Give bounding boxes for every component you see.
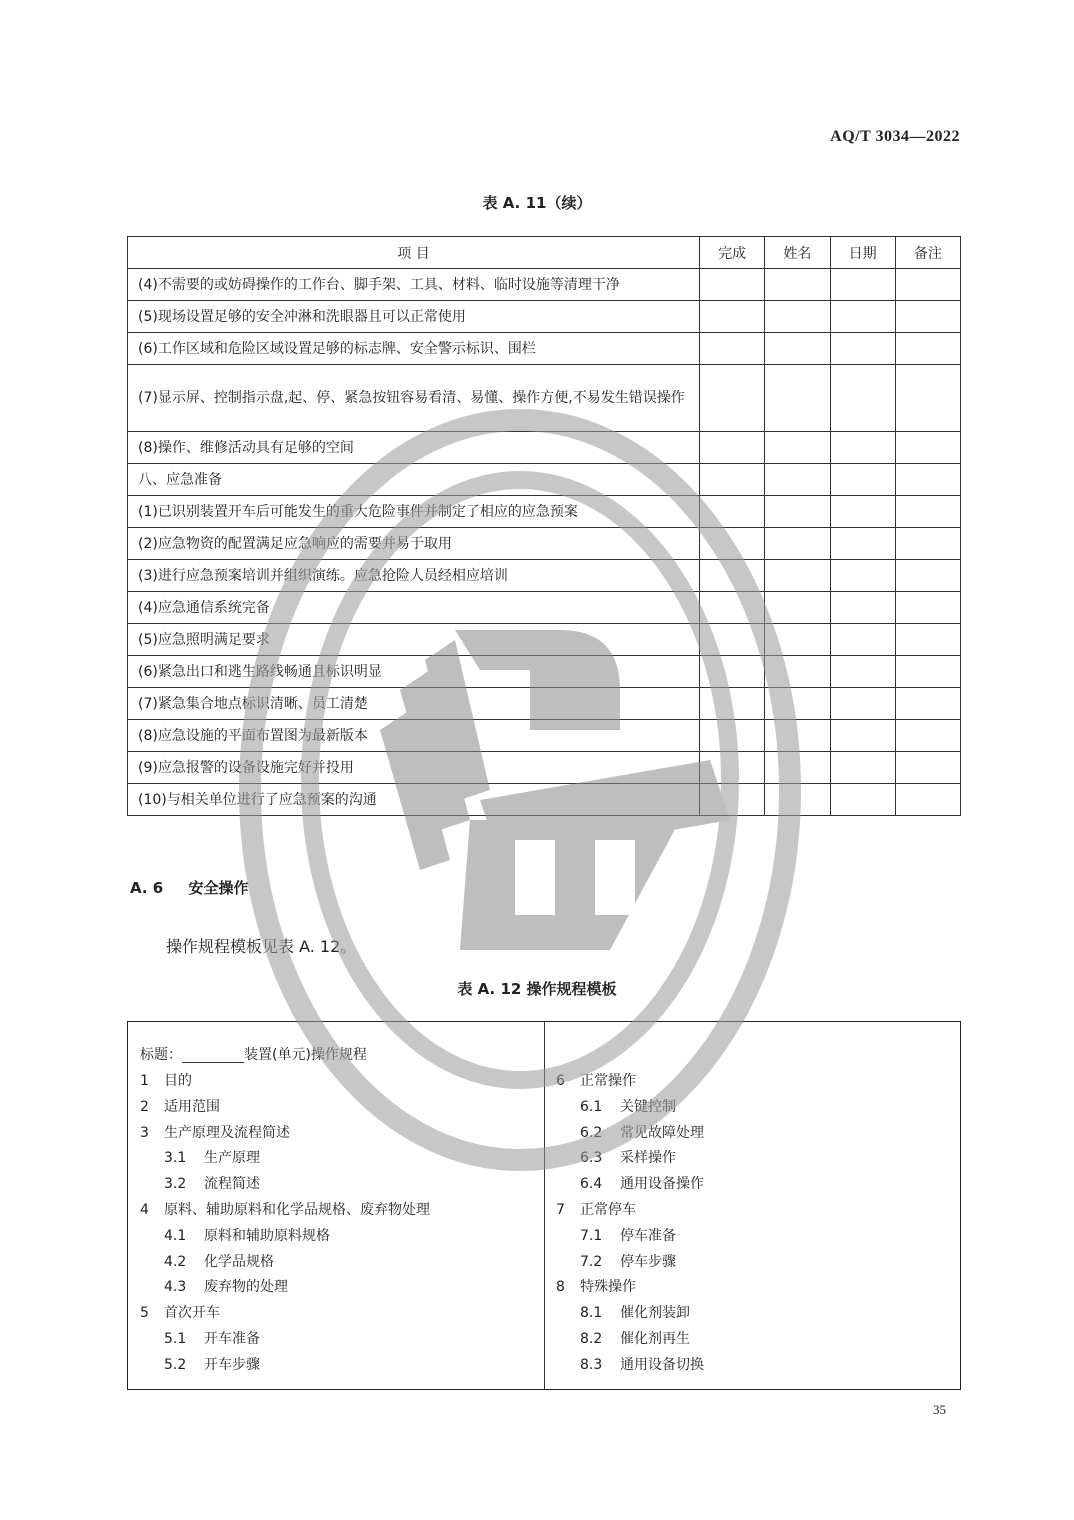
cell-date[interactable]	[830, 365, 895, 432]
outline-text: 催化剂再生	[620, 1331, 690, 1347]
outline-number: 3.2	[164, 1176, 187, 1193]
cell-remark[interactable]	[895, 496, 960, 528]
row-item-text: (9)应急报警的设备设施完好并投用	[128, 752, 700, 784]
cell-date[interactable]	[830, 688, 895, 720]
cell-remark[interactable]	[895, 269, 960, 301]
table-row	[128, 496, 961, 528]
outline-number: 7.1	[580, 1227, 603, 1244]
col-header-item: 项 目	[128, 237, 700, 269]
outline-item	[556, 1094, 676, 1120]
row-item-text: (8)应急设施的平面布置图为最新版本	[128, 720, 700, 752]
cell-done[interactable]	[700, 656, 765, 688]
outline-text: 停车步骤	[620, 1253, 676, 1270]
cell-remark[interactable]	[895, 592, 960, 624]
cell-done[interactable]	[700, 784, 765, 816]
row-item-text: (4)不需要的或妨碍操作的工作台、脚手架、工具、材料、临时设施等清理干净	[128, 269, 700, 301]
outline-number: 5	[140, 1305, 149, 1322]
row-item-text: (5)应急照明满足要求	[128, 624, 700, 656]
cell-remark[interactable]	[895, 688, 960, 720]
table-row	[128, 656, 961, 688]
cell-done[interactable]	[700, 720, 765, 752]
table-row	[128, 784, 961, 816]
outline-item	[556, 1120, 704, 1146]
cell-done[interactable]	[700, 365, 765, 432]
cell-name[interactable]	[765, 752, 830, 784]
cell-done[interactable]	[700, 688, 765, 720]
cell-remark[interactable]	[895, 752, 960, 784]
section-number: A. 6	[130, 879, 164, 897]
outline-number: 8	[556, 1279, 565, 1296]
cell-remark[interactable]	[895, 560, 960, 592]
cell-remark[interactable]	[895, 624, 960, 656]
outline-item	[556, 1223, 676, 1249]
outline-number: 4.1	[164, 1227, 187, 1244]
table-row	[128, 365, 961, 432]
col-header-name: 姓名	[765, 237, 830, 269]
outline-number: 4.2	[164, 1253, 187, 1270]
cell-done[interactable]	[700, 432, 765, 464]
template-title-line	[140, 1042, 367, 1068]
cell-remark[interactable]	[895, 784, 960, 816]
cell-name[interactable]	[765, 688, 830, 720]
cell-name[interactable]	[765, 432, 830, 464]
table-row	[128, 333, 961, 365]
outline-text: 停车准备	[620, 1227, 676, 1244]
outline-item	[556, 1274, 636, 1300]
row-item-text: (2)应急物资的配置满足应急响应的需要并易于取用	[128, 528, 700, 560]
col-header-remark: 备注	[895, 237, 960, 269]
outline-item	[556, 1068, 636, 1094]
outline-number: 6.3	[580, 1150, 603, 1167]
row-item-text: (6)紧急出口和逃生路线畅通且标识明显	[128, 656, 700, 688]
outline-number: 3.1	[164, 1150, 187, 1167]
outline-text: 流程简述	[204, 1176, 260, 1193]
row-item-text: (7)紧急集合地点标识清晰、员工清楚	[128, 688, 700, 720]
cell-name[interactable]	[765, 720, 830, 752]
cell-date[interactable]	[830, 656, 895, 688]
cell-remark[interactable]	[895, 365, 960, 432]
cell-name[interactable]	[765, 528, 830, 560]
cell-name[interactable]	[765, 656, 830, 688]
outline-number: 7	[556, 1202, 565, 1218]
outline-text: 特殊操作	[580, 1279, 636, 1296]
cell-remark[interactable]	[895, 656, 960, 688]
cell-date[interactable]	[830, 333, 895, 365]
cell-name[interactable]	[765, 301, 830, 333]
outline-item	[140, 1068, 192, 1094]
table-row	[128, 720, 961, 752]
cell-done[interactable]	[700, 269, 765, 301]
outline-number: 6.4	[580, 1176, 603, 1193]
title-suffix: 装置(单元)操作规程	[244, 1047, 367, 1063]
cell-date[interactable]	[830, 720, 895, 752]
outline-item	[556, 1352, 704, 1378]
outline-text: 通用设备操作	[620, 1176, 704, 1193]
outline-item	[140, 1249, 274, 1275]
col-header-date: 日期	[830, 237, 895, 269]
outline-text: 适用范围	[164, 1098, 220, 1115]
table-row	[128, 301, 961, 333]
row-item-text: (4)应急通信系统完备	[128, 592, 700, 624]
outline-item	[556, 1197, 636, 1223]
outline-text: 开车准备	[204, 1331, 260, 1347]
row-item-text: 八、应急准备	[128, 464, 700, 496]
cell-done[interactable]	[700, 464, 765, 496]
template-box	[127, 1021, 961, 1390]
cell-date[interactable]	[830, 624, 895, 656]
cell-date[interactable]	[830, 301, 895, 333]
cell-name[interactable]	[765, 365, 830, 432]
row-item-text: (1)已识别装置开车后可能发生的重大危险事件并制定了相应的应急预案	[128, 496, 700, 528]
table-row	[128, 624, 961, 656]
outline-text: 原料和辅助原料规格	[204, 1227, 330, 1244]
outline-number: 8.3	[580, 1356, 603, 1373]
row-item-text: (7)显示屏、控制指示盘,起、停、紧急按钮容易看清、易懂、操作方便,不易发生错误操作	[128, 365, 700, 432]
outline-text: 关键控制	[620, 1098, 676, 1115]
cell-date[interactable]	[830, 784, 895, 816]
cell-name[interactable]	[765, 496, 830, 528]
outline-text: 正常停车	[580, 1202, 636, 1218]
outline-text: 采样操作	[620, 1150, 676, 1167]
cell-name[interactable]	[765, 333, 830, 365]
table-a12-caption: 表 A. 12 操作规程模板	[457, 980, 617, 998]
outline-number: 7.2	[580, 1253, 603, 1270]
cell-done[interactable]	[700, 624, 765, 656]
outline-number: 5.2	[164, 1356, 187, 1373]
cell-remark[interactable]	[895, 720, 960, 752]
outline-text: 催化剂装卸	[620, 1305, 690, 1322]
outline-text: 生产原理及流程简述	[164, 1124, 290, 1141]
row-item-text: (8)操作、维修活动具有足够的空间	[128, 432, 700, 464]
outline-item	[140, 1145, 260, 1171]
outline-item	[140, 1274, 288, 1300]
cell-date[interactable]	[830, 528, 895, 560]
outline-number: 8.2	[580, 1331, 603, 1347]
row-item-text: (10)与相关单位进行了应急预案的沟通	[128, 784, 700, 816]
outline-number: 6	[556, 1073, 565, 1089]
cell-remark[interactable]	[895, 333, 960, 365]
cell-date[interactable]	[830, 269, 895, 301]
section-body-text: 操作规程模板见表 A. 12。	[166, 937, 357, 956]
cell-date[interactable]	[830, 592, 895, 624]
outline-number: 8.1	[580, 1305, 603, 1322]
table-row	[128, 269, 961, 301]
outline-text: 通用设备切换	[620, 1356, 704, 1373]
row-item-text: (3)进行应急预案培训并组织演练。应急抢险人员经相应培训	[128, 560, 700, 592]
outline-text: 原料、辅助原料和化学品规格、废弃物处理	[164, 1202, 430, 1218]
table-header-row	[128, 237, 961, 269]
outline-text: 生产原理	[204, 1150, 260, 1167]
cell-remark[interactable]	[895, 432, 960, 464]
cell-done[interactable]	[700, 592, 765, 624]
cell-name[interactable]	[765, 592, 830, 624]
outline-number: 6.2	[580, 1124, 603, 1141]
cell-remark[interactable]	[895, 528, 960, 560]
cell-date[interactable]	[830, 560, 895, 592]
outline-item	[140, 1171, 260, 1197]
outline-item	[556, 1171, 704, 1197]
standard-code: AQ/T 3034—2022	[830, 128, 960, 145]
cell-remark[interactable]	[895, 464, 960, 496]
outline-text: 目的	[164, 1073, 192, 1089]
cell-done[interactable]	[700, 560, 765, 592]
outline-number: 3	[140, 1124, 149, 1141]
cell-date[interactable]	[830, 464, 895, 496]
row-item-text: (6)工作区域和危险区域设置足够的标志牌、安全警示标识、围栏	[128, 333, 700, 365]
table-a11-caption: 表 A. 11（续）	[482, 194, 592, 212]
cell-done[interactable]	[700, 301, 765, 333]
outline-item	[140, 1120, 290, 1146]
cell-done[interactable]	[700, 752, 765, 784]
outline-item	[140, 1094, 220, 1120]
column-divider	[544, 1022, 545, 1389]
outline-item	[140, 1223, 330, 1249]
outline-number: 2	[140, 1098, 149, 1115]
cell-name[interactable]	[765, 560, 830, 592]
cell-date[interactable]	[830, 752, 895, 784]
outline-text: 首次开车	[164, 1305, 220, 1322]
outline-item	[556, 1326, 690, 1352]
outline-item	[140, 1197, 430, 1223]
row-item-text: (5)现场设置足够的安全冲淋和洗眼器且可以正常使用	[128, 301, 700, 333]
outline-number: 1	[140, 1073, 149, 1089]
outline-number: 6.1	[580, 1098, 603, 1115]
table-row	[128, 432, 961, 464]
cell-done[interactable]	[700, 496, 765, 528]
page-number: 35	[933, 1402, 946, 1417]
table-row	[128, 560, 961, 592]
outline-text: 废弃物的处理	[204, 1279, 288, 1296]
title-prefix: 标题：	[140, 1047, 182, 1063]
outline-item	[140, 1300, 220, 1326]
outline-text: 常见故障处理	[620, 1124, 704, 1141]
col-header-done: 完成	[700, 237, 765, 269]
checklist-table	[127, 236, 961, 816]
cell-name[interactable]	[765, 784, 830, 816]
outline-item	[556, 1300, 690, 1326]
cell-name[interactable]	[765, 269, 830, 301]
outline-number: 4.3	[164, 1279, 187, 1296]
section-title: 安全操作	[188, 879, 249, 897]
outline-number: 4	[140, 1202, 149, 1218]
outline-number: 5.1	[164, 1331, 187, 1347]
cell-done[interactable]	[700, 528, 765, 560]
outline-text: 正常操作	[580, 1073, 636, 1089]
cell-remark[interactable]	[895, 301, 960, 333]
table-row	[128, 592, 961, 624]
outline-item	[556, 1145, 676, 1171]
outline-text: 开车步骤	[204, 1356, 260, 1373]
cell-name[interactable]	[765, 464, 830, 496]
section-heading	[130, 877, 249, 898]
table-row	[128, 528, 961, 560]
outline-text: 化学品规格	[204, 1253, 274, 1270]
cell-done[interactable]	[700, 333, 765, 365]
cell-date[interactable]	[830, 496, 895, 528]
outline-item	[140, 1326, 260, 1352]
outline-item	[140, 1352, 260, 1378]
cell-name[interactable]	[765, 624, 830, 656]
table-row	[128, 752, 961, 784]
table-row	[128, 464, 961, 496]
table-row	[128, 688, 961, 720]
cell-date[interactable]	[830, 432, 895, 464]
outline-item	[556, 1249, 676, 1275]
title-blank	[182, 1048, 244, 1063]
